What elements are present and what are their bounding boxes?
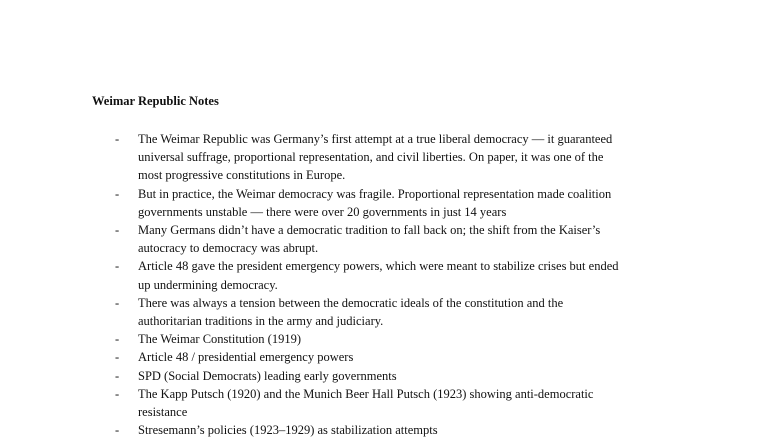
bullet-text-line: Article 48 gave the president emergency powers, which were meant to stabilize crises but ended [138, 259, 619, 274]
list-item [0, 294, 784, 330]
list-item [0, 257, 784, 293]
list-item [0, 330, 784, 348]
bullet-text [138, 257, 686, 293]
bullet-marker: - [115, 423, 120, 438]
bullet-text [138, 421, 686, 439]
bullet-text-line: most progressive constitutions in Europe. [138, 168, 346, 183]
bullet-text [138, 130, 686, 185]
document-title: Weimar Republic Notes [92, 94, 219, 108]
bullet-text [138, 330, 686, 348]
bullet-text-line: The Weimar Constitution (1919) [138, 332, 301, 347]
bullet-text [138, 221, 686, 257]
list-item [0, 130, 784, 185]
bullet-marker: - [115, 386, 120, 401]
list-item [0, 221, 784, 257]
list-item [0, 385, 784, 421]
bullet-text-line: authoritarian traditions in the army and judiciary. [138, 314, 384, 329]
list-item [0, 185, 784, 221]
bullet-text-line: Many Germans didn’t have a democratic tradition to fall back on; the shift from the Kaiser’s [138, 223, 601, 238]
bullet-text-line: The Weimar Republic was Germany’s first attempt at a true liberal democracy — it guaranteed [138, 132, 613, 146]
bullet-text-line: up undermining democracy. [138, 277, 278, 292]
bullet-text-line: universal suffrage, proportional representation, and civil liberties. On paper, it was one of the [138, 150, 604, 165]
bullet-text [138, 294, 686, 330]
bullet-text [138, 385, 686, 421]
bullet-text [138, 367, 686, 385]
bullet-text [138, 185, 686, 221]
bullet-list [0, 130, 784, 439]
bullet-marker: - [115, 132, 120, 146]
bullet-text-line: resistance [138, 405, 188, 420]
list-item [0, 421, 784, 439]
list-item [0, 367, 784, 385]
bullet-text-line: SPD (Social Democrats) leading early governments [138, 368, 397, 383]
bullet-marker: - [115, 186, 120, 201]
bullet-marker: - [115, 295, 120, 310]
bullet-text-line: There was always a tension between the democratic ideals of the constitution and the [138, 295, 564, 310]
bullet-text-line: Stresemann’s policies (1923–1929) as stabilization attempts [138, 423, 438, 438]
bullet-text-line: The Kapp Putsch (1920) and the Munich Beer Hall Putsch (1923) showing anti-democratic [138, 386, 594, 401]
bullet-text-line: governments unstable — there were over 20 governments in just 14 years [138, 204, 507, 219]
bullet-marker: - [115, 223, 120, 238]
list-item [0, 348, 784, 366]
bullet-marker: - [115, 350, 120, 365]
bullet-marker: - [115, 259, 120, 274]
bullet-marker: - [115, 332, 120, 347]
bullet-text-line: Article 48 / presidential emergency powers [138, 350, 354, 365]
bullet-marker: - [115, 368, 120, 383]
bullet-text [138, 348, 686, 366]
bullet-text-line: autocracy to democracy was abrupt. [138, 241, 319, 256]
bullet-text-line: But in practice, the Weimar democracy was fragile. Proportional representation made coalition [138, 186, 612, 201]
